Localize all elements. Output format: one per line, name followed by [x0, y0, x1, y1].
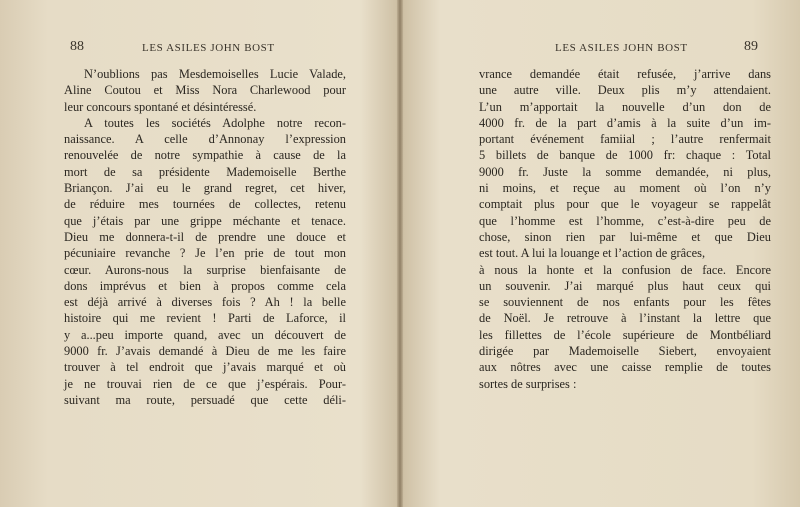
- text-line: chose, sinon rien par lui-même et que Dieu: [479, 229, 771, 244]
- left-page: [0, 0, 397, 507]
- right-page-header: [503, 39, 758, 58]
- text-line: de Noël. Je retrouve à l’instant la lettre que: [479, 311, 771, 326]
- text-line: portant événement famiial ; l’autre renfermait: [479, 132, 771, 147]
- right-running-head: LES ASILES JOHN BOST: [555, 42, 688, 54]
- text-line: Aline Coutou et Miss Nora Charlewood pour: [64, 83, 346, 98]
- text-line: y a...peu importe quand, avec un découvert de: [64, 327, 346, 342]
- text-line: 5 billets de banque de 1000 fr: chaque : Total: [479, 148, 771, 163]
- text-line: Briançon. J’ai eu le grand regret, cet hiver,: [64, 181, 346, 196]
- text-line: trouver à tel endroit que j’avais marqué et où: [64, 360, 346, 375]
- text-line: à nous la honte et la confusion de face. Encore: [479, 262, 771, 277]
- text-line: cœur. Aurons-nous la surprise bienfaisante de: [64, 262, 346, 277]
- text-line: que l’homme est l’homme, c’est-à-dire peu de: [479, 213, 771, 228]
- text-line: mort de sa présidente Mademoiselle Berthe: [64, 164, 346, 179]
- right-page: [403, 0, 800, 507]
- text-line: que j’étais par une grippe méchante et tenace.: [64, 213, 346, 228]
- text-line: L’un m’apportait la nouvelle d’un don de: [479, 99, 771, 114]
- text-line: je ne trouvai rien de ce que j’espérais. Pour-: [64, 376, 346, 391]
- text-line: Dieu me donnera-t-il de prendre une douce et: [64, 229, 346, 244]
- text-line: suivant ma route, persuadé que cette déli-: [64, 392, 346, 407]
- text-line: est déjà arrivé à diverses fois ? Ah ! la belle: [64, 295, 346, 310]
- text-line: 9000 fr. Juste la somme demandée, ni plus,: [479, 164, 771, 179]
- left-page-number: 88: [70, 39, 84, 54]
- text-line: N’oublions pas Mesdemoiselles Lucie Valade,: [84, 67, 346, 81]
- text-line: vrance demandée était refusée, j’arrive dans: [479, 67, 771, 81]
- text-line: naissance. A celle d’Annonay l’expression: [64, 132, 346, 147]
- text-line: renouvelée de notre sympathie à cause de la: [64, 148, 346, 163]
- text-line: une autre ville. Deux plis m’y attendaient.: [479, 83, 771, 98]
- left-running-head: LES ASILES JOHN BOST: [142, 42, 275, 54]
- text-line: A toutes les sociétés Adolphe notre recon-: [84, 115, 346, 130]
- text-line: dirigée par Mademoiselle Siebert, envoyaient: [479, 344, 771, 359]
- left-page-body: [64, 66, 346, 408]
- text-line: 4000 fr. de la part d’amis à la suite d’un im-: [479, 115, 771, 130]
- text-line: comptait plus pour que le voyageur se rappelât: [479, 197, 771, 212]
- right-page-body: [479, 66, 771, 392]
- text-line: sortes de surprises :: [479, 376, 577, 391]
- text-line: aux nôtres avec une caisse remplie de toutes: [479, 360, 771, 375]
- text-line: leur concours spontané et désintéressé.: [64, 99, 257, 114]
- text-line: dons imprévus et bien à propos comme cela: [64, 278, 346, 293]
- text-line: les fillettes de l’école supérieure de Montbéliard: [479, 327, 771, 342]
- text-line: est tout. A lui la louange et l’action de grâces,: [479, 246, 706, 261]
- text-line: pécuniaire revanche ? Je l’en prie de tout mon: [64, 246, 346, 261]
- text-line: 9000 fr. J’avais demandé à Dieu de me les faire: [64, 344, 346, 359]
- left-page-header: [70, 39, 352, 58]
- text-line: un souvenir. J’ai marqué plus haut ceux qui: [479, 278, 771, 293]
- text-line: histoire qui me revient ! Parti de Laforce, il: [64, 311, 346, 326]
- text-line: se souviennent de nos enfants pour les fêtes: [479, 295, 771, 310]
- right-page-number: 89: [744, 39, 758, 54]
- text-line: ni moins, et reçue au moment où l’on n’y: [479, 181, 771, 196]
- text-line: de réduire mes tournées de collectes, retenu: [64, 197, 346, 212]
